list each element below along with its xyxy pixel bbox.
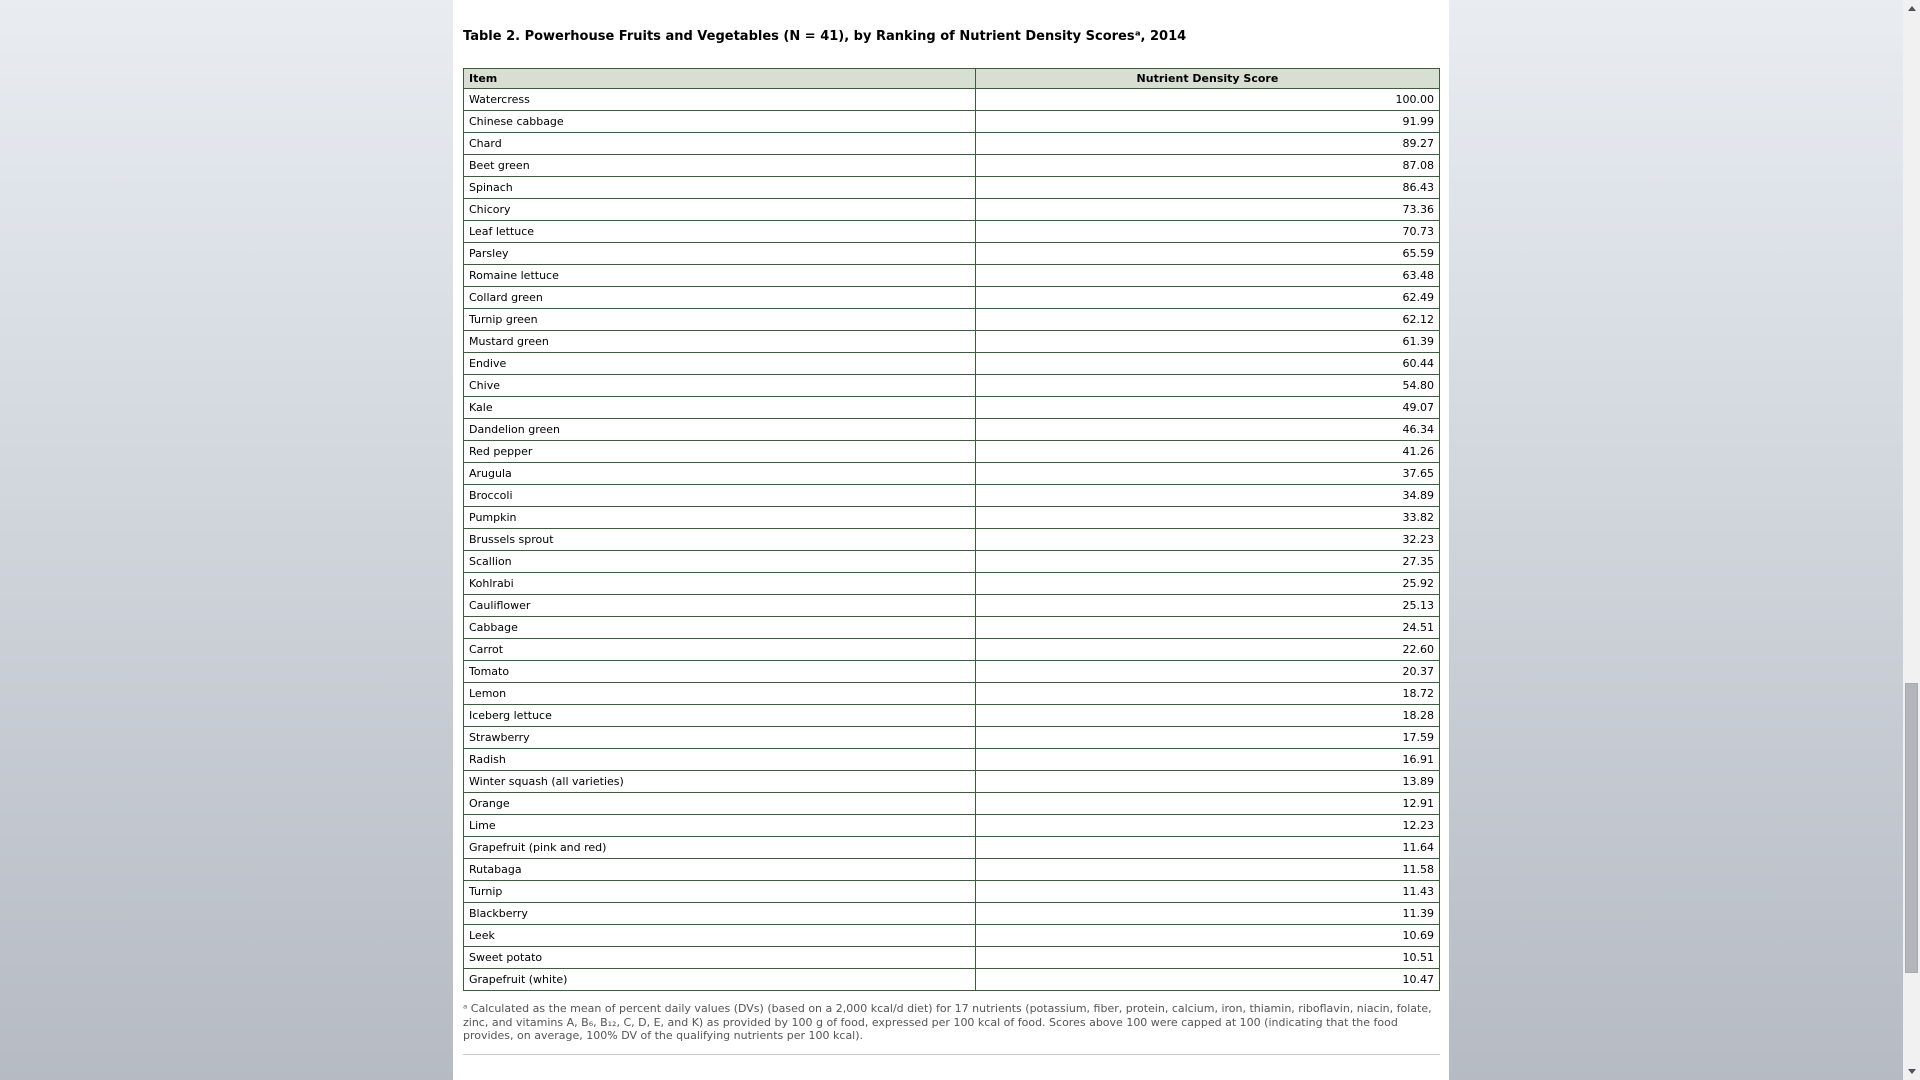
table-row (464, 221, 1440, 243)
item-name: Tomato (464, 661, 976, 683)
table-header (464, 69, 1440, 89)
nutrient-density-score: 10.51 (975, 947, 1439, 969)
table-footnote: ᵃ Calculated as the mean of percent daily values (DVs) (based on a 2,000 kcal/d diet) for 17 nutrients (potassium, fiber, protein, calcium, iron, thiamin, riboflavin, niacin, folate, zinc, and vitamins A, B₆, B₁₂, C, D, E, and K) as provided by 100 g of food, expressed per 100 kcal of food. Scores above 100 were capped at 100 (indicating that the food provides, on average, 100% DV of the qualifying nutrients per 100 kcal). (463, 1002, 1432, 1042)
nutrient-density-score: 32.23 (975, 529, 1439, 551)
footnote-divider (463, 1054, 1440, 1055)
nutrient-density-score: 60.44 (975, 353, 1439, 375)
item-name: Lime (464, 815, 976, 837)
table-row (464, 419, 1440, 441)
nutrient-density-score: 61.39 (975, 331, 1439, 353)
nutrient-density-score: 20.37 (975, 661, 1439, 683)
table-row (464, 507, 1440, 529)
table-header-row (464, 69, 1440, 89)
table-row (464, 133, 1440, 155)
table-body (464, 89, 1440, 991)
item-name: Radish (464, 749, 976, 771)
nutrient-density-score: 54.80 (975, 375, 1439, 397)
nutrient-density-score: 86.43 (975, 177, 1439, 199)
nutrient-density-score: 87.08 (975, 155, 1439, 177)
item-name: Lemon (464, 683, 976, 705)
nutrient-density-score: 46.34 (975, 419, 1439, 441)
nutrient-density-score: 73.36 (975, 199, 1439, 221)
nutrient-density-score: 17.59 (975, 727, 1439, 749)
item-name: Grapefruit (white) (464, 969, 976, 991)
item-name: Sweet potato (464, 947, 976, 969)
nutrient-density-score: 16.91 (975, 749, 1439, 771)
nutrient-density-score: 11.58 (975, 859, 1439, 881)
item-name: Romaine lettuce (464, 265, 976, 287)
nutrient-density-score: 62.49 (975, 287, 1439, 309)
item-name: Kale (464, 397, 976, 419)
table-row (464, 309, 1440, 331)
nutrient-density-score: 62.12 (975, 309, 1439, 331)
nutrient-density-score: 22.60 (975, 639, 1439, 661)
table-title: Table 2. Powerhouse Fruits and Vegetables (N = 41), by Ranking of Nutrient Density Scoresᵃ, 2014 (463, 29, 1187, 44)
table-row (464, 661, 1440, 683)
item-name: Cauliflower (464, 595, 976, 617)
nutrient-density-score: 11.39 (975, 903, 1439, 925)
nutrient-density-score: 41.26 (975, 441, 1439, 463)
item-name: Endive (464, 353, 976, 375)
table-row (464, 463, 1440, 485)
item-name: Carrot (464, 639, 976, 661)
nutrient-density-score: 37.65 (975, 463, 1439, 485)
item-name: Collard green (464, 287, 976, 309)
table-row (464, 573, 1440, 595)
table-row (464, 485, 1440, 507)
item-name: Watercress (464, 89, 976, 111)
scrollbar-thumb[interactable] (1905, 683, 1918, 973)
table-row (464, 243, 1440, 265)
item-name: Cabbage (464, 617, 976, 639)
item-name: Strawberry (464, 727, 976, 749)
item-name: Winter squash (all varieties) (464, 771, 976, 793)
item-name: Turnip (464, 881, 976, 903)
item-name: Scallion (464, 551, 976, 573)
nutrient-density-score: 25.13 (975, 595, 1439, 617)
nutrient-density-score: 10.47 (975, 969, 1439, 991)
nutrient-density-score: 70.73 (975, 221, 1439, 243)
table-row (464, 287, 1440, 309)
table-row (464, 683, 1440, 705)
down-arrow-icon (1908, 1069, 1916, 1074)
nutrient-density-score: 33.82 (975, 507, 1439, 529)
nutrient-density-score: 11.43 (975, 881, 1439, 903)
table-row (464, 903, 1440, 925)
item-name: Beet green (464, 155, 976, 177)
nutrient-density-score: 18.28 (975, 705, 1439, 727)
scroll-up-button[interactable] (1903, 0, 1920, 17)
table-row (464, 859, 1440, 881)
table-row (464, 815, 1440, 837)
item-name: Brussels sprout (464, 529, 976, 551)
header-nutrient-density-score: Nutrient Density Score (975, 69, 1439, 89)
item-name: Chicory (464, 199, 976, 221)
item-name: Chinese cabbage (464, 111, 976, 133)
scroll-down-button[interactable] (1903, 1063, 1920, 1080)
item-name: Pumpkin (464, 507, 976, 529)
nutrient-density-score: 27.35 (975, 551, 1439, 573)
table-row (464, 837, 1440, 859)
item-name: Chard (464, 133, 976, 155)
up-arrow-icon (1908, 6, 1916, 11)
item-name: Arugula (464, 463, 976, 485)
table-row (464, 265, 1440, 287)
table-row (464, 639, 1440, 661)
table-row (464, 969, 1440, 991)
table-row (464, 617, 1440, 639)
table-row (464, 947, 1440, 969)
item-name: Red pepper (464, 441, 976, 463)
nutrient-density-score: 13.89 (975, 771, 1439, 793)
item-name: Mustard green (464, 331, 976, 353)
item-name: Turnip green (464, 309, 976, 331)
item-name: Iceberg lettuce (464, 705, 976, 727)
article-content-area (453, 0, 1449, 1080)
table-row (464, 749, 1440, 771)
table-row (464, 177, 1440, 199)
item-name: Grapefruit (pink and red) (464, 837, 976, 859)
item-name: Dandelion green (464, 419, 976, 441)
item-name: Chive (464, 375, 976, 397)
item-name: Spinach (464, 177, 976, 199)
table-row (464, 793, 1440, 815)
table-row (464, 529, 1440, 551)
item-name: Parsley (464, 243, 976, 265)
nutrient-density-score: 89.27 (975, 133, 1439, 155)
table-row (464, 551, 1440, 573)
header-item: Item (464, 69, 976, 89)
item-name: Blackberry (464, 903, 976, 925)
nutrient-density-score: 49.07 (975, 397, 1439, 419)
item-name: Leaf lettuce (464, 221, 976, 243)
table-row (464, 199, 1440, 221)
table-row (464, 155, 1440, 177)
nutrient-density-score: 100.00 (975, 89, 1439, 111)
table-row (464, 595, 1440, 617)
item-name: Broccoli (464, 485, 976, 507)
table-row (464, 441, 1440, 463)
table-row (464, 705, 1440, 727)
table-row (464, 353, 1440, 375)
table-row (464, 925, 1440, 947)
table-row (464, 89, 1440, 111)
item-name: Orange (464, 793, 976, 815)
nutrient-density-score: 91.99 (975, 111, 1439, 133)
nutrient-density-score: 63.48 (975, 265, 1439, 287)
table-row (464, 881, 1440, 903)
table-row (464, 727, 1440, 749)
item-name: Kohlrabi (464, 573, 976, 595)
item-name: Rutabaga (464, 859, 976, 881)
nutrient-density-score: 10.69 (975, 925, 1439, 947)
table-row (464, 331, 1440, 353)
nutrient-density-score: 65.59 (975, 243, 1439, 265)
table-row (464, 771, 1440, 793)
table-row (464, 397, 1440, 419)
nutrient-density-score: 11.64 (975, 837, 1439, 859)
nutrient-density-score: 34.89 (975, 485, 1439, 507)
browser-scrollbar[interactable] (1903, 0, 1920, 1080)
nutrient-density-score: 18.72 (975, 683, 1439, 705)
nutrient-density-score: 12.23 (975, 815, 1439, 837)
item-name: Leek (464, 925, 976, 947)
nutrient-density-table (463, 68, 1440, 991)
table-row (464, 375, 1440, 397)
nutrient-density-score: 12.91 (975, 793, 1439, 815)
nutrient-density-score: 24.51 (975, 617, 1439, 639)
nutrient-density-score: 25.92 (975, 573, 1439, 595)
table-row (464, 111, 1440, 133)
